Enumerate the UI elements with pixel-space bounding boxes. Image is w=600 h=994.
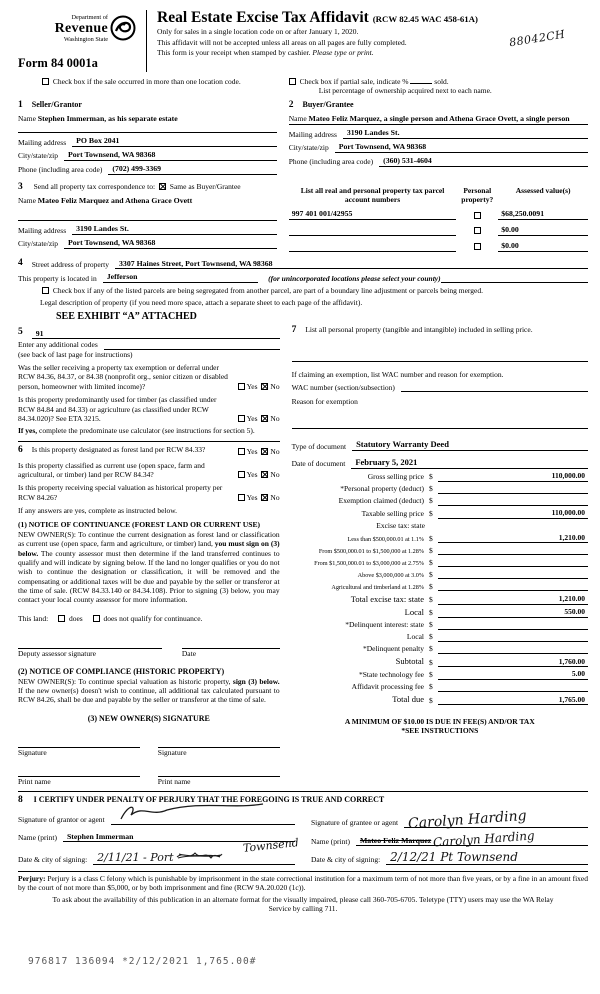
grantor-datecity-field[interactable]: 2/11/21 - Port Townsend: [93, 849, 295, 864]
new-owner-signature-field-2[interactable]: [158, 740, 280, 748]
buyer-mailing-field[interactable]: 3190 Landes St.: [343, 128, 588, 139]
tax-row-rate1: Less than $500,000.01 at 1.1% $ 1,210.00: [292, 533, 588, 543]
handwritten-file-code: 88042CH: [508, 27, 567, 50]
wac-number-field[interactable]: [401, 383, 588, 392]
timber-agriculture-question: Is this property predominantly used for timber (as classified under RCW 84.84 and 84.33) or agriculture (as classified under RCW 84.34.020)? See ETA 3215. Yes No: [18, 395, 280, 423]
grantee-signature-field[interactable]: [404, 808, 588, 833]
partial-sale-percent-field[interactable]: [410, 77, 432, 84]
seller-city-field[interactable]: Port Townsend, WA 98368: [64, 150, 277, 161]
new-owners-signature-title: (3) NEW OWNER(S) SIGNATURE: [87, 713, 210, 723]
grantee-signature-handwritten: Carolyn Harding: [407, 808, 528, 833]
grantee-datecity-field[interactable]: [386, 850, 588, 865]
grantor-city-handwritten: Townsend: [242, 836, 300, 856]
rcw-code: (RCW 82.45 WAC 458-61A): [372, 14, 478, 24]
forest-land-question: 6 Is this property designated as forest land per RCW 84.33? Yes No: [18, 444, 280, 457]
reason-for-exemption-label: Reason for exemption: [291, 397, 358, 406]
parcel-number-field[interactable]: [289, 242, 457, 252]
tax-computation: Type of document Statutory Warranty Deed Date of document February 5, 2021 Gross selling price $ 110,000.00 *Personal property (deduct) $ Exemption claimed (deduct) $ Taxable selling price $ 110,000.00 Excise tax: state Less than $500,000.01 at 1.1% $ 1,210.00 From $500,000.01 to $1,500,000 at 1.28% $ From $1,500,000.01 to $3,000,000 at 2.75% $ Above $3,000,000 at 3.0% $ Agricultural and timberland at 1.28% $ Total excise tax: state $ 1,210.00 Local $ 550.00 *Delinquent interest: state $ Local $ *Delinquent penalty $ Subtotal $ 1,760.00 *State technology fee $ 5.00 Affidavit processing fee $ Total due $ 1,765.00 A MINIMUM OF $10.00 IS DUE IN FEE(S) AND/OR TAX *SEE INSTRUCTIONS: [292, 439, 588, 735]
parcel-number-field[interactable]: [289, 226, 457, 236]
rate1-amount-field[interactable]: 1,210.00: [438, 533, 588, 543]
grantor-signing-block: Signature of grantor or agent Name (print) Stephen Immerman Date & city of signing: 2/11/21 - Port Townsend: [18, 809, 295, 864]
dept-line2: Revenue: [54, 20, 108, 36]
tax-row-local: Local $ 550.00: [292, 607, 588, 618]
header-note-1: Only for sales in a single location code on or after January 1, 2020.: [157, 27, 359, 37]
tax-row-exemption: Exemption claimed (deduct) $: [292, 496, 588, 505]
top-checkbox-row: [40, 77, 588, 96]
rate2-amount-field[interactable]: [438, 546, 588, 555]
excise-tax-header: Excise tax: state: [376, 521, 425, 531]
correspondence-name: Name Mateo Feliz Marquez and Athena Grace Ovett: [18, 196, 193, 206]
grantee-datecity-handwritten: 2/12/21 Pt Townsend: [390, 850, 518, 865]
seller-name: Name Stephen Immerman, as his separate estate: [18, 113, 178, 123]
dor-logo: [18, 14, 136, 44]
accessibility-note: To ask about the availability of this publication in an alternate format for the visually impaired, please call 360-705-6705. Teletype (TTY) users may use the WA Relay Service by calling 711.: [52, 894, 554, 913]
legal-description-value: SEE EXHIBIT “A” ATTACHED: [56, 310, 197, 322]
exemption-claimed-field[interactable]: [438, 497, 588, 506]
assessed-value-field[interactable]: $68,250.0091: [498, 209, 588, 220]
new-owner-signature-row: Signature Signature: [18, 740, 280, 757]
seller-phone-field[interactable]: (702) 499-3369: [108, 164, 276, 175]
certify-statement: I CERTIFY UNDER PENALTY OF PERJURY THAT THE FOREGOING IS TRUE AND CORRECT: [33, 795, 385, 805]
q-timber-yes-checkbox[interactable]: [238, 415, 245, 422]
exemption-deferral-question: Was the seller receiving a property tax exemption or deferral under RCW 84.36, 84.37, or 84.38 (nonprofit org., senior citizen or disabled person, homeowner with limited income)? Yes No: [18, 363, 280, 391]
minimum-fee-note: A MINIMUM OF $10.00 IS DUE IN FEE(S) AND/OR TAX: [344, 717, 535, 727]
tax-row-taxable: Taxable selling price $ 110,000.00: [292, 508, 588, 518]
parcel-row: [289, 241, 588, 252]
ownership-note: List percentage of ownership acquired next to each name.: [318, 86, 492, 96]
q-historic-no-checkbox[interactable]: [261, 494, 268, 501]
street-address-field[interactable]: 3307 Haines Street, Port Townsend, WA 98368: [115, 259, 588, 270]
county-note: (for unincorporated locations please select your county): [268, 273, 441, 283]
dept-line1: Department of: [71, 14, 108, 21]
reason-for-exemption-field[interactable]: [292, 428, 588, 429]
partial-sale-checkbox[interactable]: [289, 78, 296, 85]
same-as-buyer-checkbox[interactable]: [159, 183, 166, 190]
multi-location-option: Check box if the sale occurred in more than one location code.: [40, 77, 241, 96]
notice-continuance-body: NEW OWNER(S): To continue the current designation as forest land or classification as current use (open space, farm and agriculture, or timber) land, you must sign on (3) below. The county assessor must then determine if the land transferred continues to qualify and will indicate by signing below. If the land no longer qualifies or you do not wish to continue the designation or classification, it will be removed and the compensating or additional taxes will be due and payable by the seller or transferor at the time of sale. (RCW 84.33.140 or 84.34.108). Prior to signing (3) below, you may contact your local county assessor for more information.: [18, 529, 280, 605]
notice-continuance-title: (1) NOTICE OF CONTINUANCE (FOREST LAND OR CURRENT USE): [18, 520, 261, 530]
segregation-checkbox[interactable]: [42, 287, 49, 294]
rate5-amount-field[interactable]: [438, 582, 588, 591]
perjury-notice: Perjury: Perjury is a class C felony which is punishable by imprisonment in the state correctional institution for a maximum term of not more than five years, or by a fine in an amount fixed by the court of not more than $5,000, or by both imprisonment and fine (RCW 9A.20.020 (1c)).: [18, 871, 588, 893]
personal-property-col-header: Personal property?: [461, 185, 494, 204]
seller-heading: Seller/Grantor: [31, 99, 82, 109]
parcel-row: [289, 209, 588, 220]
header-note-2: This affidavit will not be accepted unless all areas on all pages are fully completed.: [157, 37, 407, 47]
agency-block: [18, 8, 136, 72]
total-excise-state-field[interactable]: 1,210.00: [438, 594, 588, 604]
new-owner-printname-field-1[interactable]: [18, 769, 140, 777]
q-exemption-no-checkbox[interactable]: [261, 383, 268, 390]
section-7-personal-property: 7 List all personal property (tangible and intangible) included in selling price. If claiming an exemption, list WAC number and reason for exemption. WAC number (section/subsection) Reason for exemption: [292, 325, 588, 429]
delinquent-interest-field[interactable]: [438, 621, 588, 630]
grantee-printname-struck: Mateo Feliz Marquez: [359, 835, 432, 845]
buyer-phone-field[interactable]: (360) 531-4604: [379, 156, 588, 167]
grantor-signature-scribble: [115, 801, 265, 825]
multi-location-checkbox[interactable]: [42, 78, 49, 85]
notice-compliance-body: NEW OWNER(S): To continue special valuation as historic property, sign (3) below. If the new owner(s) doesn't wish to continue, all additional tax calculated pursuant to RCW 84.26, shall be due and payable by the seller or transferor at the time of sale.: [18, 676, 280, 705]
additional-codes-field[interactable]: [104, 341, 280, 350]
tax-row-delinquent-penalty: *Delinquent penalty $: [292, 644, 588, 653]
section-5-codes: 5 91 Enter any additional codes (see back of last page for instructions) Was the seller receiving a property tax exemption or deferral under RCW 84.36, 84.37, or 84.38 (nonprofit org., senior citizen or disabled person, homeowner with limited income)? Yes No Is this property predominantly used for timber (as classified under RCW 84.84 and 84.33) or agriculture (as classified under RCW 84.34.020)? See ETA 3215. Yes No If yes, complete the predominate use calculator (see instructions for section 5).: [18, 327, 280, 436]
header-divider: [146, 10, 147, 72]
tax-row-tech-fee: *State technology fee $ 5.00: [292, 669, 588, 679]
q-forest-no-checkbox[interactable]: [261, 448, 268, 455]
personal-property-deduct-field[interactable]: [438, 485, 588, 494]
state-technology-fee-field[interactable]: 5.00: [438, 669, 588, 679]
deputy-signature-field[interactable]: [18, 641, 162, 649]
tax-row-processing-fee: Affidavit processing fee $: [292, 682, 588, 691]
section-6-classification: [18, 441, 280, 787]
gross-selling-price-field[interactable]: 110,000.00: [438, 471, 588, 481]
personal-property-field[interactable]: [292, 361, 588, 362]
affidavit-processing-fee-field[interactable]: [438, 683, 588, 692]
segregation-option: Check box if any of the listed parcels are being segregated from another parcel, are part of a boundary line adjustment or parcels being merged.: [40, 286, 588, 295]
predominate-use-note: If yes, complete the predominate use calculator (see instructions for section 5).: [18, 426, 255, 436]
codes-note: (see back of last page for instructions): [18, 349, 133, 359]
buyer-city-field[interactable]: Port Townsend, WA 98368: [335, 142, 588, 153]
tax-row-local2: Local $: [292, 632, 588, 641]
notice-compliance-title: (2) NOTICE OF COMPLIANCE (HISTORIC PROPERTY): [18, 666, 225, 676]
grantee-printname-handwritten: Carolyn Harding: [432, 828, 536, 850]
tax-row-personal: *Personal property (deduct) $: [292, 484, 588, 493]
section-4-property: 4 Street address of property 3307 Haines Street, Port Townsend, WA 98368 This property is located in Jefferson (for unincorporated locations please select your county) Check box if any of the listed parcels are being segregated from another parcel, are part of a boundary line adjustment or parcels being merged. Legal description of property (if you need more space, attach a separate sheet to each page of the affidavit). SEE EXHIBIT “A” ATTACHED: [18, 258, 588, 324]
assessed-value-field[interactable]: $0.00: [498, 225, 588, 236]
grantor-city-scribble: [175, 849, 223, 863]
q-currentuse-no-checkbox[interactable]: [261, 471, 268, 478]
correspondence-mailing-field[interactable]: 3190 Landes St.: [72, 224, 277, 235]
delinquent-local-field[interactable]: [438, 633, 588, 642]
tax-row-rate4: Above $3,000,000 at 3.0% $: [292, 570, 588, 579]
cashier-stamp: 976817 136094 *2/12/2021 1,765.00#: [28, 956, 257, 968]
subtotal-field[interactable]: 1,760.00: [438, 657, 588, 667]
current-use-question: Is this property classified as current use (open space, farm and agricultural, or timber) land per RCW 84.34? Yes No: [18, 460, 280, 479]
buyer-heading: Buyer/Grantee: [302, 99, 354, 109]
personal-property-checkbox[interactable]: [474, 243, 481, 250]
grantor-printname-field[interactable]: Stephen Immerman: [63, 832, 295, 843]
section-2-buyer: 2 Buyer/Grantee Name Mateo Feliz Marquez, a single person and Athena Grace Ovett, a single person Mailing address 3190 Landes St. City/state/zip Port Townsend, WA 98368 Phone (including area code) (360) 531-4604: [289, 100, 588, 175]
tax-row-rate5: Agricultural and timberland at 1.28% $: [292, 582, 588, 591]
q-currentuse-yes-checkbox[interactable]: [238, 471, 245, 478]
personal-property-checkbox[interactable]: [474, 212, 481, 219]
seller-mailing-field[interactable]: PO Box 2041: [72, 136, 277, 147]
assessed-value-col-header: Assessed value(s): [515, 185, 571, 195]
new-owner-printname-row: Print name Print name: [18, 769, 280, 786]
exemption-instruction: If claiming an exemption, list WAC number and reason for exemption.: [291, 370, 504, 380]
buyer-name: Name Mateo Feliz Marquez, a single person and Athena Grace Ovett, a single person: [288, 113, 570, 123]
local-tax-field[interactable]: 550.00: [438, 607, 588, 617]
parcel-col-header: List all real and personal property tax parcel account numbers: [300, 185, 445, 204]
assessed-value-field[interactable]: $0.00: [498, 241, 588, 252]
location-code-field[interactable]: 91: [32, 329, 280, 340]
tax-row-delinquent-interest: *Delinquent interest: state $: [292, 620, 588, 629]
rate3-amount-field[interactable]: [438, 558, 588, 567]
legal-description-label: Legal description of property (if you need more space, attach a separate sheet to each page of the affidavit).: [40, 297, 363, 307]
tax-row-total-due: Total due $ 1,765.00: [292, 694, 588, 705]
page-title: Real Estate Excise Tax Affidavit (RCW 82.45 WAC 458-61A): [157, 9, 478, 26]
q-forest-yes-checkbox[interactable]: [238, 448, 245, 455]
deputy-assessor-row: Deputy assessor signature Date: [18, 641, 280, 658]
parcel-row: [289, 225, 588, 236]
county-field[interactable]: Jefferson: [103, 272, 258, 283]
if-any-yes-note: If any answers are yes, complete as instructed below.: [18, 506, 178, 515]
deputy-date-field[interactable]: [182, 641, 280, 649]
tax-row-total-state: Total excise tax: state $ 1,210.00: [292, 594, 588, 605]
q-timber-no-checkbox[interactable]: [261, 415, 268, 422]
tax-row-rate3: From $1,500,000.01 to $3,000,000 at 2.75% $: [292, 558, 588, 567]
q-exemption-yes-checkbox[interactable]: [238, 383, 245, 390]
tax-row-rate2: From $500,000.01 to $1,500,000 at 1.28% $: [292, 546, 588, 555]
header: [18, 8, 588, 72]
dor-swirl-icon: [110, 15, 136, 43]
taxable-selling-price-field[interactable]: 110,000.00: [438, 508, 588, 518]
does-qualify-checkbox[interactable]: [58, 615, 65, 622]
see-instructions-note: *SEE INSTRUCTIONS: [401, 726, 479, 736]
q-historic-yes-checkbox[interactable]: [238, 494, 245, 501]
document-date-field[interactable]: February 5, 2021: [351, 457, 588, 469]
does-not-qualify-checkbox[interactable]: [93, 615, 100, 622]
total-due-field[interactable]: 1,765.00: [438, 695, 588, 705]
dept-line3: Washington State: [63, 35, 108, 43]
header-note-3: This form is your receipt when stamped by cashier. Please type or print.: [157, 48, 374, 58]
continuance-qualify-row: This land: does does not qualify for continuance.: [18, 613, 203, 623]
rate4-amount-field[interactable]: [438, 570, 588, 579]
delinquent-penalty-field[interactable]: [438, 645, 588, 654]
new-owner-signature-field-1[interactable]: [18, 740, 140, 748]
personal-property-checkbox[interactable]: [474, 227, 481, 234]
section-1-seller: 1 Seller/Grantor Name Stephen Immerman, as his separate estate Mailing address PO Box 2041 City/state/zip Port Townsend, WA 98368 Phone (including area code) (702) 499-3369: [18, 100, 289, 175]
form-number: Form 84 0001a: [18, 55, 98, 70]
grantee-signing-block: Signature of grantee or agent Carolyn Harding Name (print) Mateo Feliz Marquez Carolyn Harding Date & city of signing: 2/12/21 Pt Townsend: [311, 809, 588, 864]
parcel-table: [289, 186, 588, 252]
grantor-signature-field[interactable]: [111, 816, 295, 825]
tax-row-subtotal: Subtotal $ 1,760.00: [292, 656, 588, 667]
grantee-printname-field[interactable]: [356, 828, 588, 850]
tax-row-gross: Gross selling price $ 110,000.00: [292, 471, 588, 481]
parcel-number-field[interactable]: 997 401 001/42955: [289, 209, 457, 220]
partial-sale-option: Check box if partial sale, indicate % sold. List percentage of ownership acquired next to each name.: [287, 77, 492, 96]
section-8-certification: 8 I CERTIFY UNDER PENALTY OF PERJURY THAT THE FOREGOING IS TRUE AND CORRECT Signature of grantor or agent Name (print) Stephen Immerman Date & city of signing: 2/11/21 - Port Townsend Signature of grantee or agent Carolyn Harding Name (print) Mateo Feliz Marquez Carolyn Harding Date & city of signing: 2/12/21 Pt Townsend: [18, 791, 588, 864]
document-type-field[interactable]: Statutory Warranty Deed: [352, 439, 588, 451]
correspondence-city-field[interactable]: Port Townsend, WA 98368: [64, 238, 277, 249]
section-3-correspondence: 3 Send all property tax correspondence to: Same as Buyer/Grantee Name Mateo Feliz Marquez and Athena Grace Ovett Mailing address 3190 Landes St. City/state/zip Port Townsend, WA 98368: [18, 182, 289, 252]
historic-question: Is this property receiving special valuation as historical property per RCW 84.26? Yes No: [18, 483, 280, 502]
new-owner-printname-field-2[interactable]: [158, 769, 280, 777]
